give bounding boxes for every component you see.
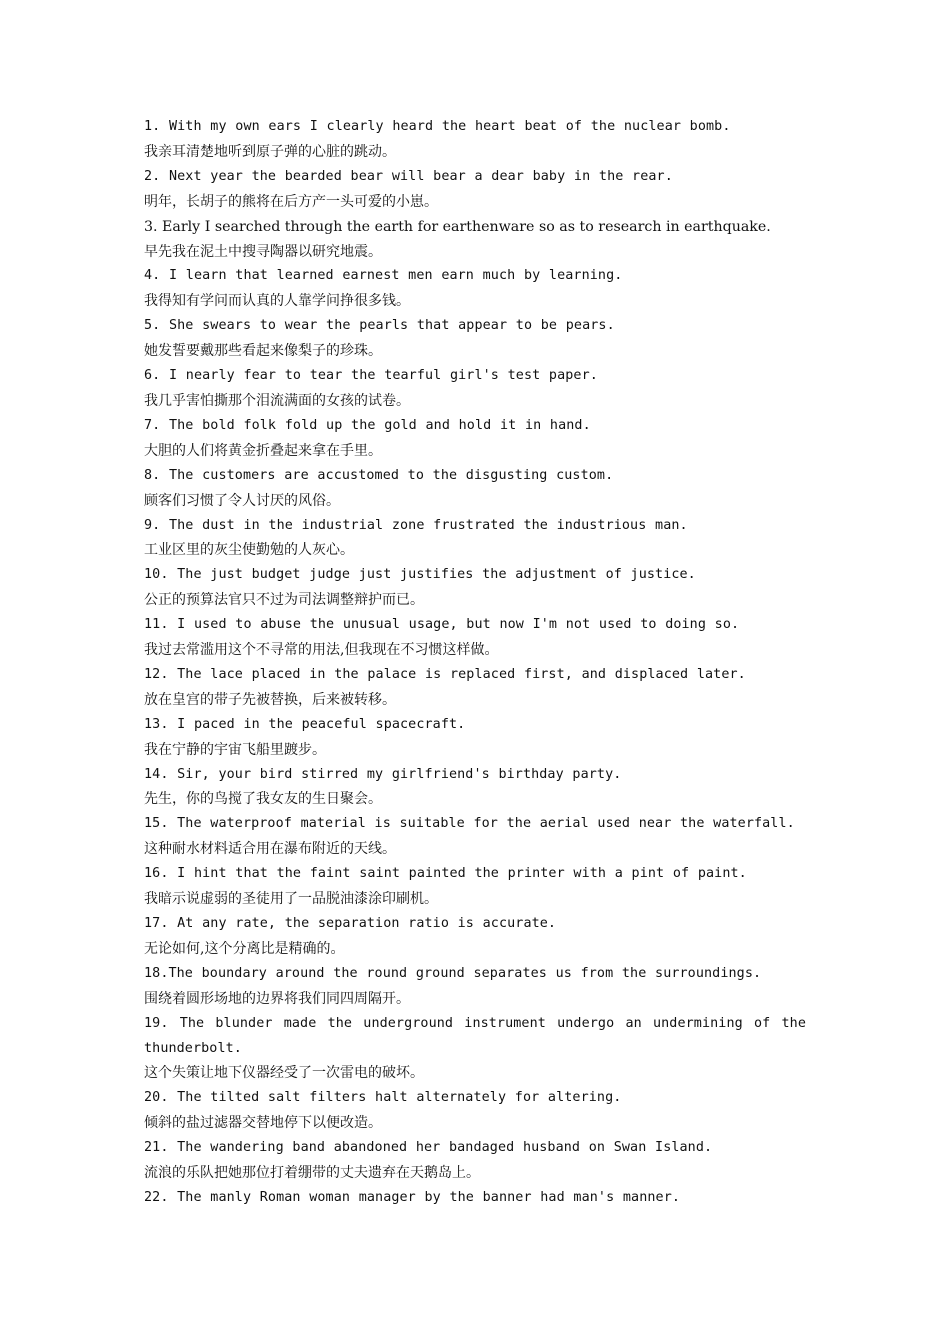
english-sentence: 14. Sir, your bird stirred my girlfriend's birthday party. [144, 766, 622, 782]
chinese-translation: 倾斜的盐过滤器交替地停下以便改造。 [144, 1115, 382, 1132]
english-sentence: 13. I paced in the peaceful spacecraft. [144, 716, 466, 732]
english-sentence: 3. Early I searched through the earth for earthenware so as to research in earthquake. [144, 218, 771, 235]
english-sentence: 5. She swears to wear the pearls that appear to be pears. [144, 318, 615, 334]
sentence-entry-4 [144, 264, 806, 314]
sentence-entry-9 [144, 514, 806, 564]
english-sentence: 18.The boundary around the round ground separates us from the surroundings. [144, 965, 762, 981]
chinese-translation: 我过去常滥用这个不寻常的用法,但我现在不习惯这样做。 [144, 642, 499, 659]
english-sentence: 1. With my own ears I clearly heard the heart beat of the nuclear bomb. [144, 119, 731, 134]
chinese-translation: 顾客们习惯了令人讨厌的风俗。 [144, 492, 340, 509]
sentence-entry-8 [144, 464, 806, 514]
sentence-entry-2 [144, 165, 806, 215]
chinese-translation: 公正的预算法官只不过为司法调整辩护而已。 [144, 592, 424, 609]
chinese-translation: 这个失策让地下仪器经受了一次雷电的破坏。 [144, 1065, 424, 1082]
sentence-entry-19 [144, 1012, 815, 1087]
sentence-entry-6 [144, 364, 806, 414]
sentence-entry-5 [144, 314, 806, 364]
sentence-entry-16 [144, 862, 806, 912]
sentence-entry-13 [144, 713, 806, 763]
sentence-entry-3 [144, 215, 806, 265]
chinese-translation: 我亲耳清楚地听到原子弹的心脏的跳动。 [144, 143, 396, 160]
english-sentence: 10. The just budget judge just justifies the adjustment of justice. [144, 567, 696, 583]
english-sentence: 11. I used to abuse the unusual usage, but now I'm not used to doing so. [144, 617, 740, 633]
chinese-translation: 大胆的人们将黄金折叠起来拿在手里。 [144, 442, 382, 459]
english-sentence: 21. The wandering band abandoned her bandaged husband on Swan Island. [144, 1140, 713, 1156]
chinese-translation: 放在皇宫的带子先被替换，后来被转移。 [144, 691, 396, 708]
sentence-entry-11 [144, 613, 806, 663]
chinese-translation: 我几乎害怕撕那个泪流满面的女孩的试卷。 [144, 392, 410, 409]
chinese-translation: 先生，你的鸟搅了我女友的生日聚会。 [144, 791, 382, 808]
chinese-translation: 她发誓要戴那些看起来像梨子的珍珠。 [144, 343, 382, 360]
chinese-translation: 我得知有学问而认真的人靠学问挣很多钱。 [144, 293, 410, 310]
chinese-translation: 我暗示说虚弱的圣徒用了一品脱油漆涂印刷机。 [144, 891, 438, 908]
english-sentence: 12. The lace placed in the palace is replaced first, and displaced later. [144, 666, 746, 682]
chinese-translation: 明年，长胡子的熊将在后方产一头可爱的小崽。 [144, 193, 438, 210]
english-sentence: 19. The blunder made the underground instrument undergo an undermining of the thunderbolt. [144, 1015, 815, 1056]
sentence-entry-18 [144, 962, 806, 1012]
english-sentence: 2. Next year the bearded bear will bear a dear baby in the rear. [144, 168, 673, 184]
sentence-entry-7 [144, 414, 806, 464]
english-sentence: 6. I nearly fear to tear the tearful girl's test paper. [144, 368, 598, 384]
english-sentence: 20. The tilted salt filters halt alternately for altering. [144, 1090, 622, 1106]
english-sentence: 15. The waterproof material is suitable for the aerial used near the waterfall. [144, 816, 795, 832]
english-sentence: 22. The manly Roman woman manager by the banner had man's manner. [144, 1189, 681, 1205]
sentence-entry-10 [144, 563, 806, 613]
chinese-translation: 围绕着圆形场地的边界将我们同四周隔开。 [144, 990, 410, 1007]
sentence-entry-20 [144, 1086, 806, 1136]
sentence-entry-17 [144, 912, 806, 962]
sentence-entry-15 [144, 812, 806, 862]
english-sentence: 9. The dust in the industrial zone frustrated the industrious man. [144, 517, 688, 533]
chinese-translation: 无论如何,这个分离比是精确的。 [144, 940, 345, 957]
english-sentence: 8. The customers are accustomed to the disgusting custom. [144, 467, 614, 483]
document-page [144, 115, 815, 1211]
english-sentence: 4. I learn that learned earnest men earn much by learning. [144, 268, 623, 284]
english-sentence: 17. At any rate, the separation ratio is accurate. [144, 916, 557, 931]
chinese-translation: 我在宁静的宇宙飞船里踱步。 [144, 741, 326, 758]
sentence-entry-22 [144, 1186, 806, 1211]
sentence-entry-14 [144, 763, 806, 813]
english-sentence: 16. I hint that the faint saint painted the printer with a pint of paint. [144, 866, 747, 882]
chinese-translation: 这种耐水材料适合用在瀑布附近的天线。 [144, 841, 396, 858]
english-sentence: 7. The bold folk fold up the gold and hold it in hand. [144, 417, 591, 433]
sentence-entry-21 [144, 1136, 806, 1186]
chinese-translation: 流浪的乐队把她那位打着绷带的丈夫遗弃在天鹅岛上。 [144, 1165, 480, 1182]
sentence-entry-1 [144, 115, 806, 165]
chinese-translation: 早先我在泥土中搜寻陶器以研究地震。 [144, 243, 382, 260]
sentence-entry-12 [144, 663, 806, 713]
chinese-translation: 工业区里的灰尘使勤勉的人灰心。 [144, 542, 354, 559]
